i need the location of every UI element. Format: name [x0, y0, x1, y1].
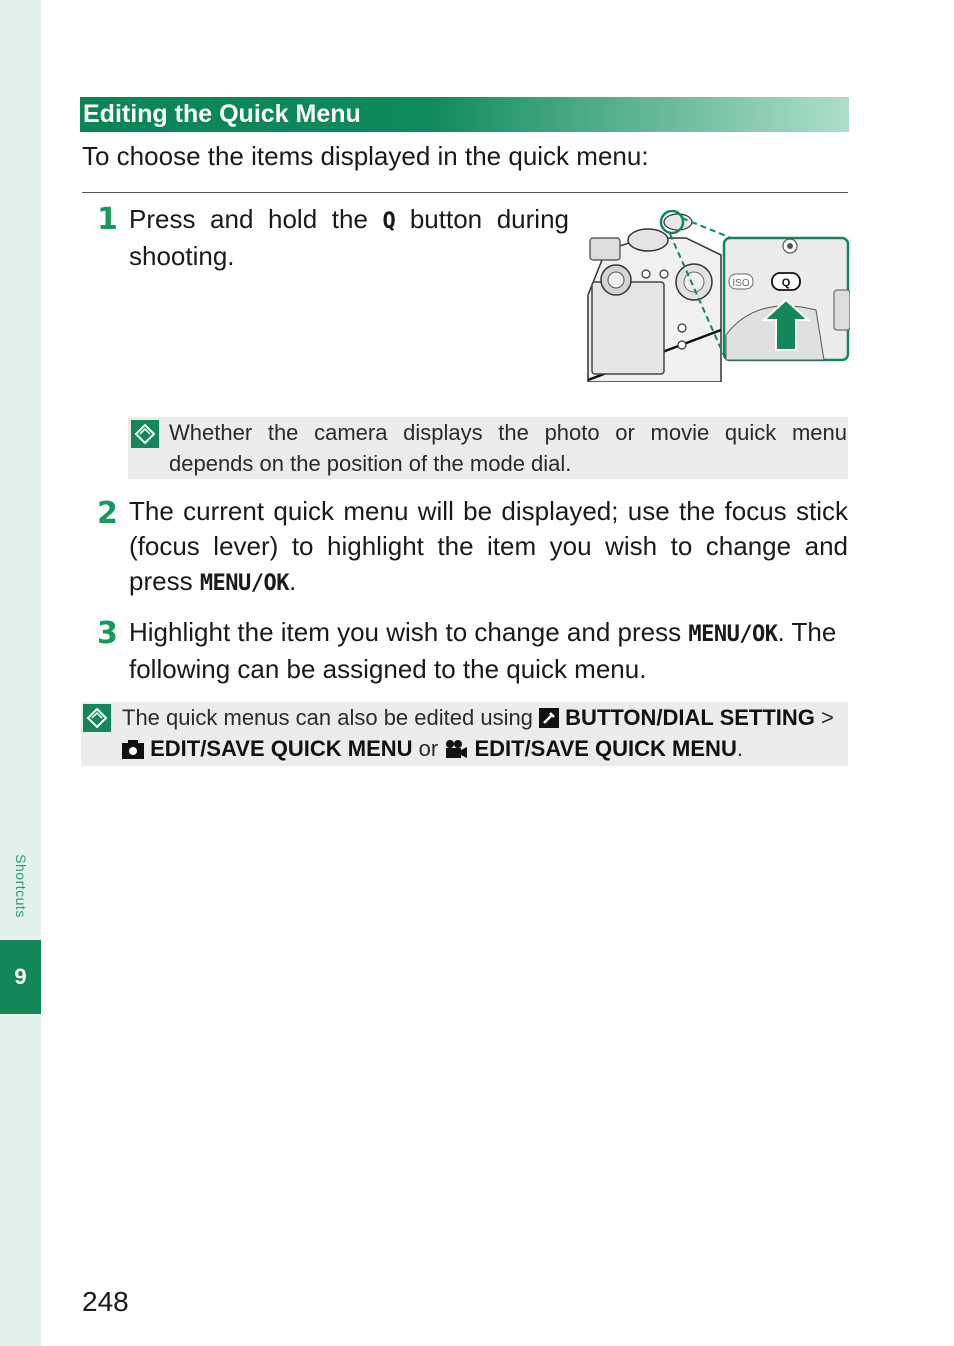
- svg-text:Q: Q: [781, 277, 791, 289]
- section-heading-bar: [80, 97, 849, 132]
- menu-ok-glyph: MENU/OK: [199, 571, 290, 596]
- note-text: Whether the camera displays the photo or movie quick menu depends on the position of the mode dial.: [169, 420, 847, 476]
- movie-camera-icon: [444, 739, 468, 759]
- svg-text:ISO: ISO: [732, 278, 750, 289]
- note-icon: [131, 420, 159, 448]
- divider: [82, 192, 848, 193]
- intro-text: To choose the items displayed in the quick menu:: [82, 141, 649, 171]
- note-icon: [83, 704, 111, 732]
- section-title: Editing the Quick Menu: [83, 100, 361, 128]
- camera-q-button-illustration: [586, 210, 850, 382]
- chapter-sidebar: [0, 0, 41, 1346]
- note-edit-quick-menu: [81, 702, 848, 766]
- page-number: 248: [82, 1286, 129, 1317]
- menu-ok-glyph: MENU/OK: [688, 622, 778, 647]
- step-3-text: Highlight the item you wish to change and press MENU/OK. The following can be assigned to the quick menu.: [129, 617, 837, 684]
- chapter-label: Shortcuts: [13, 854, 29, 918]
- step-2-number: 2: [97, 496, 118, 531]
- still-camera-icon: [122, 739, 144, 759]
- step-2-text: The current quick menu will be displayed; use the focus stick (focus lever) to highlight the item you wish to change and press MENU/OK.: [129, 496, 848, 596]
- setup-wrench-icon: [539, 708, 559, 728]
- step-3-number: 3: [97, 616, 118, 651]
- q-button-glyph: Q: [382, 209, 396, 234]
- step-1-text: Press and hold the Q button during shooting.: [129, 204, 569, 271]
- chapter-number-tab: 9: [0, 940, 41, 1014]
- step-1-number: 1: [97, 202, 118, 237]
- note-mode-dial: [128, 417, 848, 479]
- note-text: The quick menus can also be edited using BUTTON/DIAL SETTING > EDIT/SAVE QUICK MENU or EDIT/SAVE QUICK MENU.: [122, 705, 834, 761]
